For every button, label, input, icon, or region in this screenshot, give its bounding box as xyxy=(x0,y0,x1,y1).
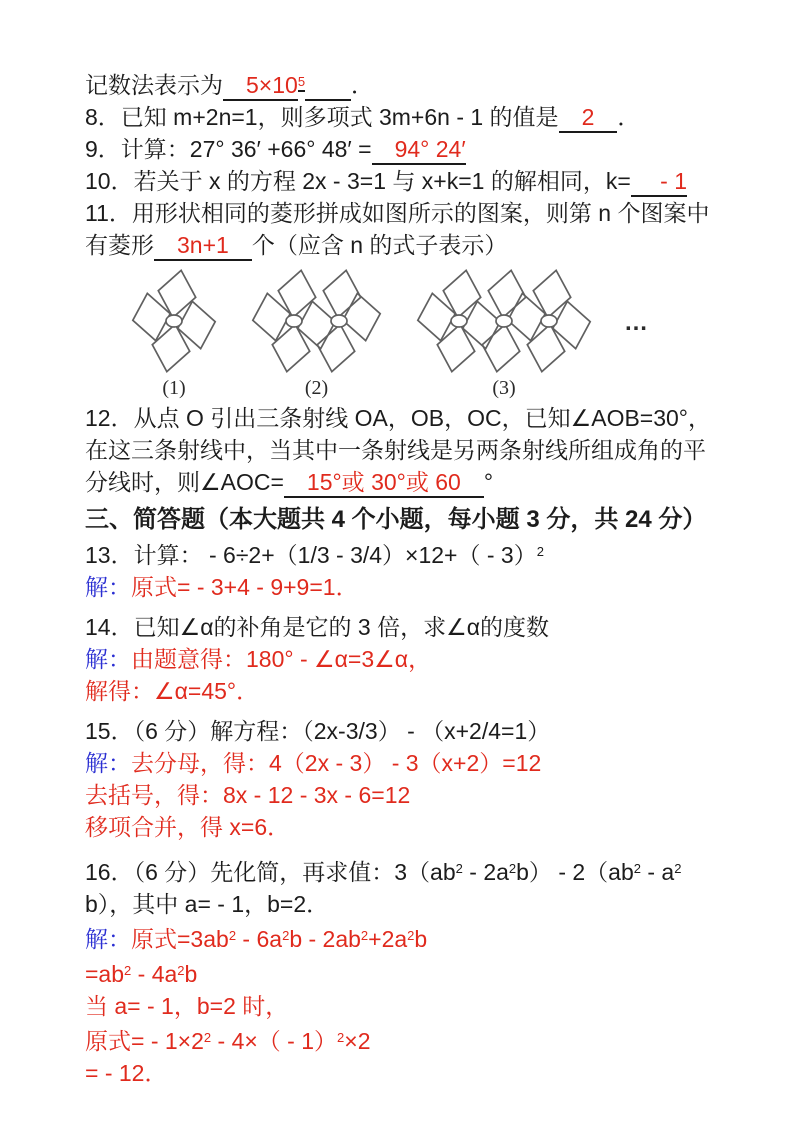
ellipsis-dots: … xyxy=(624,309,649,336)
text-segment: 2 xyxy=(360,928,369,943)
section-header xyxy=(85,504,725,536)
pinwheel-center-circle xyxy=(286,315,302,327)
answer-blank-segment: 5 xyxy=(298,74,305,92)
rhombus-shape xyxy=(274,267,320,321)
text-segment: 三、简答题（本大题共 4 个小题，每小题 3 分，共 24 分） xyxy=(85,506,707,533)
pinwheel-center-circle xyxy=(541,315,557,327)
figure-label: (2) xyxy=(304,377,329,399)
q10 xyxy=(85,165,725,197)
q14-solution-2 xyxy=(85,675,725,707)
rhombus-shape xyxy=(154,267,200,321)
rhombus-shape xyxy=(433,321,479,375)
text-segment: 解得：∠α=45°． xyxy=(85,678,260,704)
text-segment: 2 xyxy=(674,861,682,876)
q15-solution-1 xyxy=(85,747,725,779)
text-segment: 12．从点 O 引出三条射线 OA，OB，OC，已知∠AOB=30°，在这三条射线中，当其中一条射线是另两条射线所组成角的平分线时，则∠AOC= xyxy=(85,405,712,495)
text-segment: 解： xyxy=(85,646,131,672)
text-segment: 2 xyxy=(455,861,463,876)
q14-solution-1 xyxy=(85,643,725,675)
text-segment: 2 xyxy=(508,861,517,876)
text-segment: 记数法表示为 xyxy=(85,72,223,98)
q16-solution-1 xyxy=(85,920,725,955)
text-segment: 14．已知∠α的补角是它的 3 倍，求∠α的度数 xyxy=(85,614,549,640)
pattern-figure xyxy=(414,265,594,400)
rhombus-shape xyxy=(148,321,194,375)
q16-solution-3 xyxy=(85,990,725,1022)
text-segment: ° xyxy=(483,469,494,495)
pinwheel-center-circle xyxy=(496,315,512,327)
text-segment: b xyxy=(414,926,428,952)
q14 xyxy=(85,611,725,643)
text-segment: 16．（6 分）先化简，再求值：3（ab xyxy=(85,859,456,885)
q11 xyxy=(85,197,725,261)
q13 xyxy=(85,536,725,571)
text-segment: - 4×（ - 1） xyxy=(211,1028,338,1054)
text-segment: 15．（6 分）解方程：（2x-3/3） - （x+2/4=1） xyxy=(85,718,551,744)
answer-blank-segment: 3n+1 xyxy=(154,232,252,261)
text-segment: 去括号，得：8x - 12 - 3x - 6=12 xyxy=(85,782,411,808)
answer-blank-segment: 2 xyxy=(559,104,618,133)
text-segment: 2 xyxy=(536,544,544,559)
q16 xyxy=(85,853,725,920)
text-segment: 原式= - 1×2 xyxy=(85,1028,204,1054)
q16-solution-4 xyxy=(85,1022,725,1057)
text-segment: 解： xyxy=(85,926,131,952)
rhombus-shape xyxy=(439,267,485,321)
pinwheel-center-circle xyxy=(451,315,467,327)
q15-solution-2 xyxy=(85,779,725,811)
text-segment: =ab xyxy=(85,961,125,987)
q16-solution-5 xyxy=(85,1057,725,1089)
text-segment: b xyxy=(184,961,198,987)
q9 xyxy=(85,133,725,165)
text-segment: 2 xyxy=(282,928,290,943)
answer-blank-segment: 15°或 30°或 60 xyxy=(284,469,484,498)
text-segment: = - 12． xyxy=(85,1060,168,1086)
rhombus-pinwheel-svg xyxy=(249,265,384,375)
text-segment: b） - 2（ab xyxy=(516,859,634,885)
q15 xyxy=(85,715,725,747)
rhombus-pinwheel-svg xyxy=(129,265,219,375)
text-segment: 11．用形状相同的菱形拼成如图所示的图案，则第 n 个图案中有菱形 xyxy=(85,200,710,258)
text-segment: ． xyxy=(351,72,375,98)
answer-blank-segment: 94° 24′ xyxy=(372,136,466,165)
q16-solution-2 xyxy=(85,955,725,990)
answer-blank-segment: - 1 xyxy=(631,168,687,197)
text-segment: 原式= - 3+4 - 9+9=1． xyxy=(131,574,359,600)
text-segment: b），其中 a= - 1，b=2． xyxy=(85,891,330,917)
text-segment: 移项合并，得 x=6． xyxy=(85,814,291,840)
text-segment: 2 xyxy=(203,1030,212,1045)
text-segment: 10．若关于 x 的方程 2x - 3=1 与 x+k=1 的解相同，k= xyxy=(85,168,631,194)
answer-blank-segment: 5×10 xyxy=(223,72,298,101)
text-segment: 13．计算： - 6÷2+（1/3 - 3/4）×12+（ - 3） xyxy=(85,542,537,568)
pinwheel-center-circle xyxy=(166,315,182,327)
q8 xyxy=(85,101,725,133)
q12 xyxy=(85,402,725,498)
line-notation-answer xyxy=(85,66,725,101)
rhombus-shape xyxy=(268,321,314,375)
q13-solution xyxy=(85,571,725,603)
rhombus-pinwheel-svg xyxy=(414,265,594,375)
text-segment: 8．已知 m+2n=1，则多项式 3m+6n - 1 的值是 xyxy=(85,104,559,130)
text-segment: - 2a xyxy=(462,859,509,885)
text-segment: - 6a xyxy=(236,926,283,952)
text-segment: - 4a xyxy=(131,961,178,987)
pattern-diagram xyxy=(85,265,725,400)
text-segment: 解： xyxy=(85,574,131,600)
rhombus-shape xyxy=(523,321,569,375)
text-segment: b - 2ab xyxy=(289,926,361,952)
text-segment: 2 xyxy=(177,963,185,978)
text-segment: 2 xyxy=(124,963,132,978)
text-segment: 2 xyxy=(228,928,237,943)
pinwheel-center-circle xyxy=(331,315,347,327)
q15-solution-3 xyxy=(85,811,725,843)
text-segment: 当 a= - 1，b=2 时， xyxy=(85,993,289,1019)
pattern-figure xyxy=(249,265,384,400)
pattern-figure xyxy=(129,265,219,400)
text-segment: 解： xyxy=(85,750,131,776)
text-segment: 2 xyxy=(407,928,415,943)
text-segment: 9．计算：27° 36′ +66° 48′ = xyxy=(85,136,372,162)
figure-label: (1) xyxy=(162,377,186,399)
text-segment: 2 xyxy=(633,861,641,876)
answer-blank-segment xyxy=(305,72,351,101)
figure-label: (3) xyxy=(492,377,516,399)
text-segment: +2a xyxy=(368,926,408,952)
text-segment: ×2 xyxy=(344,1028,371,1054)
text-segment: 个（应含 n 的式子表示） xyxy=(251,232,508,258)
text-segment: 由题意得：180° - ∠α=3∠α， xyxy=(131,646,432,672)
text-segment: 2 xyxy=(337,1030,345,1045)
rhombus-shape xyxy=(529,267,575,321)
worksheet-content xyxy=(85,66,725,1089)
text-segment: ． xyxy=(617,104,641,130)
text-segment: 去分母，得：4（2x - 3） - 3（x+2）=12 xyxy=(131,750,542,776)
text-segment: 原式=3ab xyxy=(131,926,229,952)
text-segment: - a xyxy=(640,859,675,885)
